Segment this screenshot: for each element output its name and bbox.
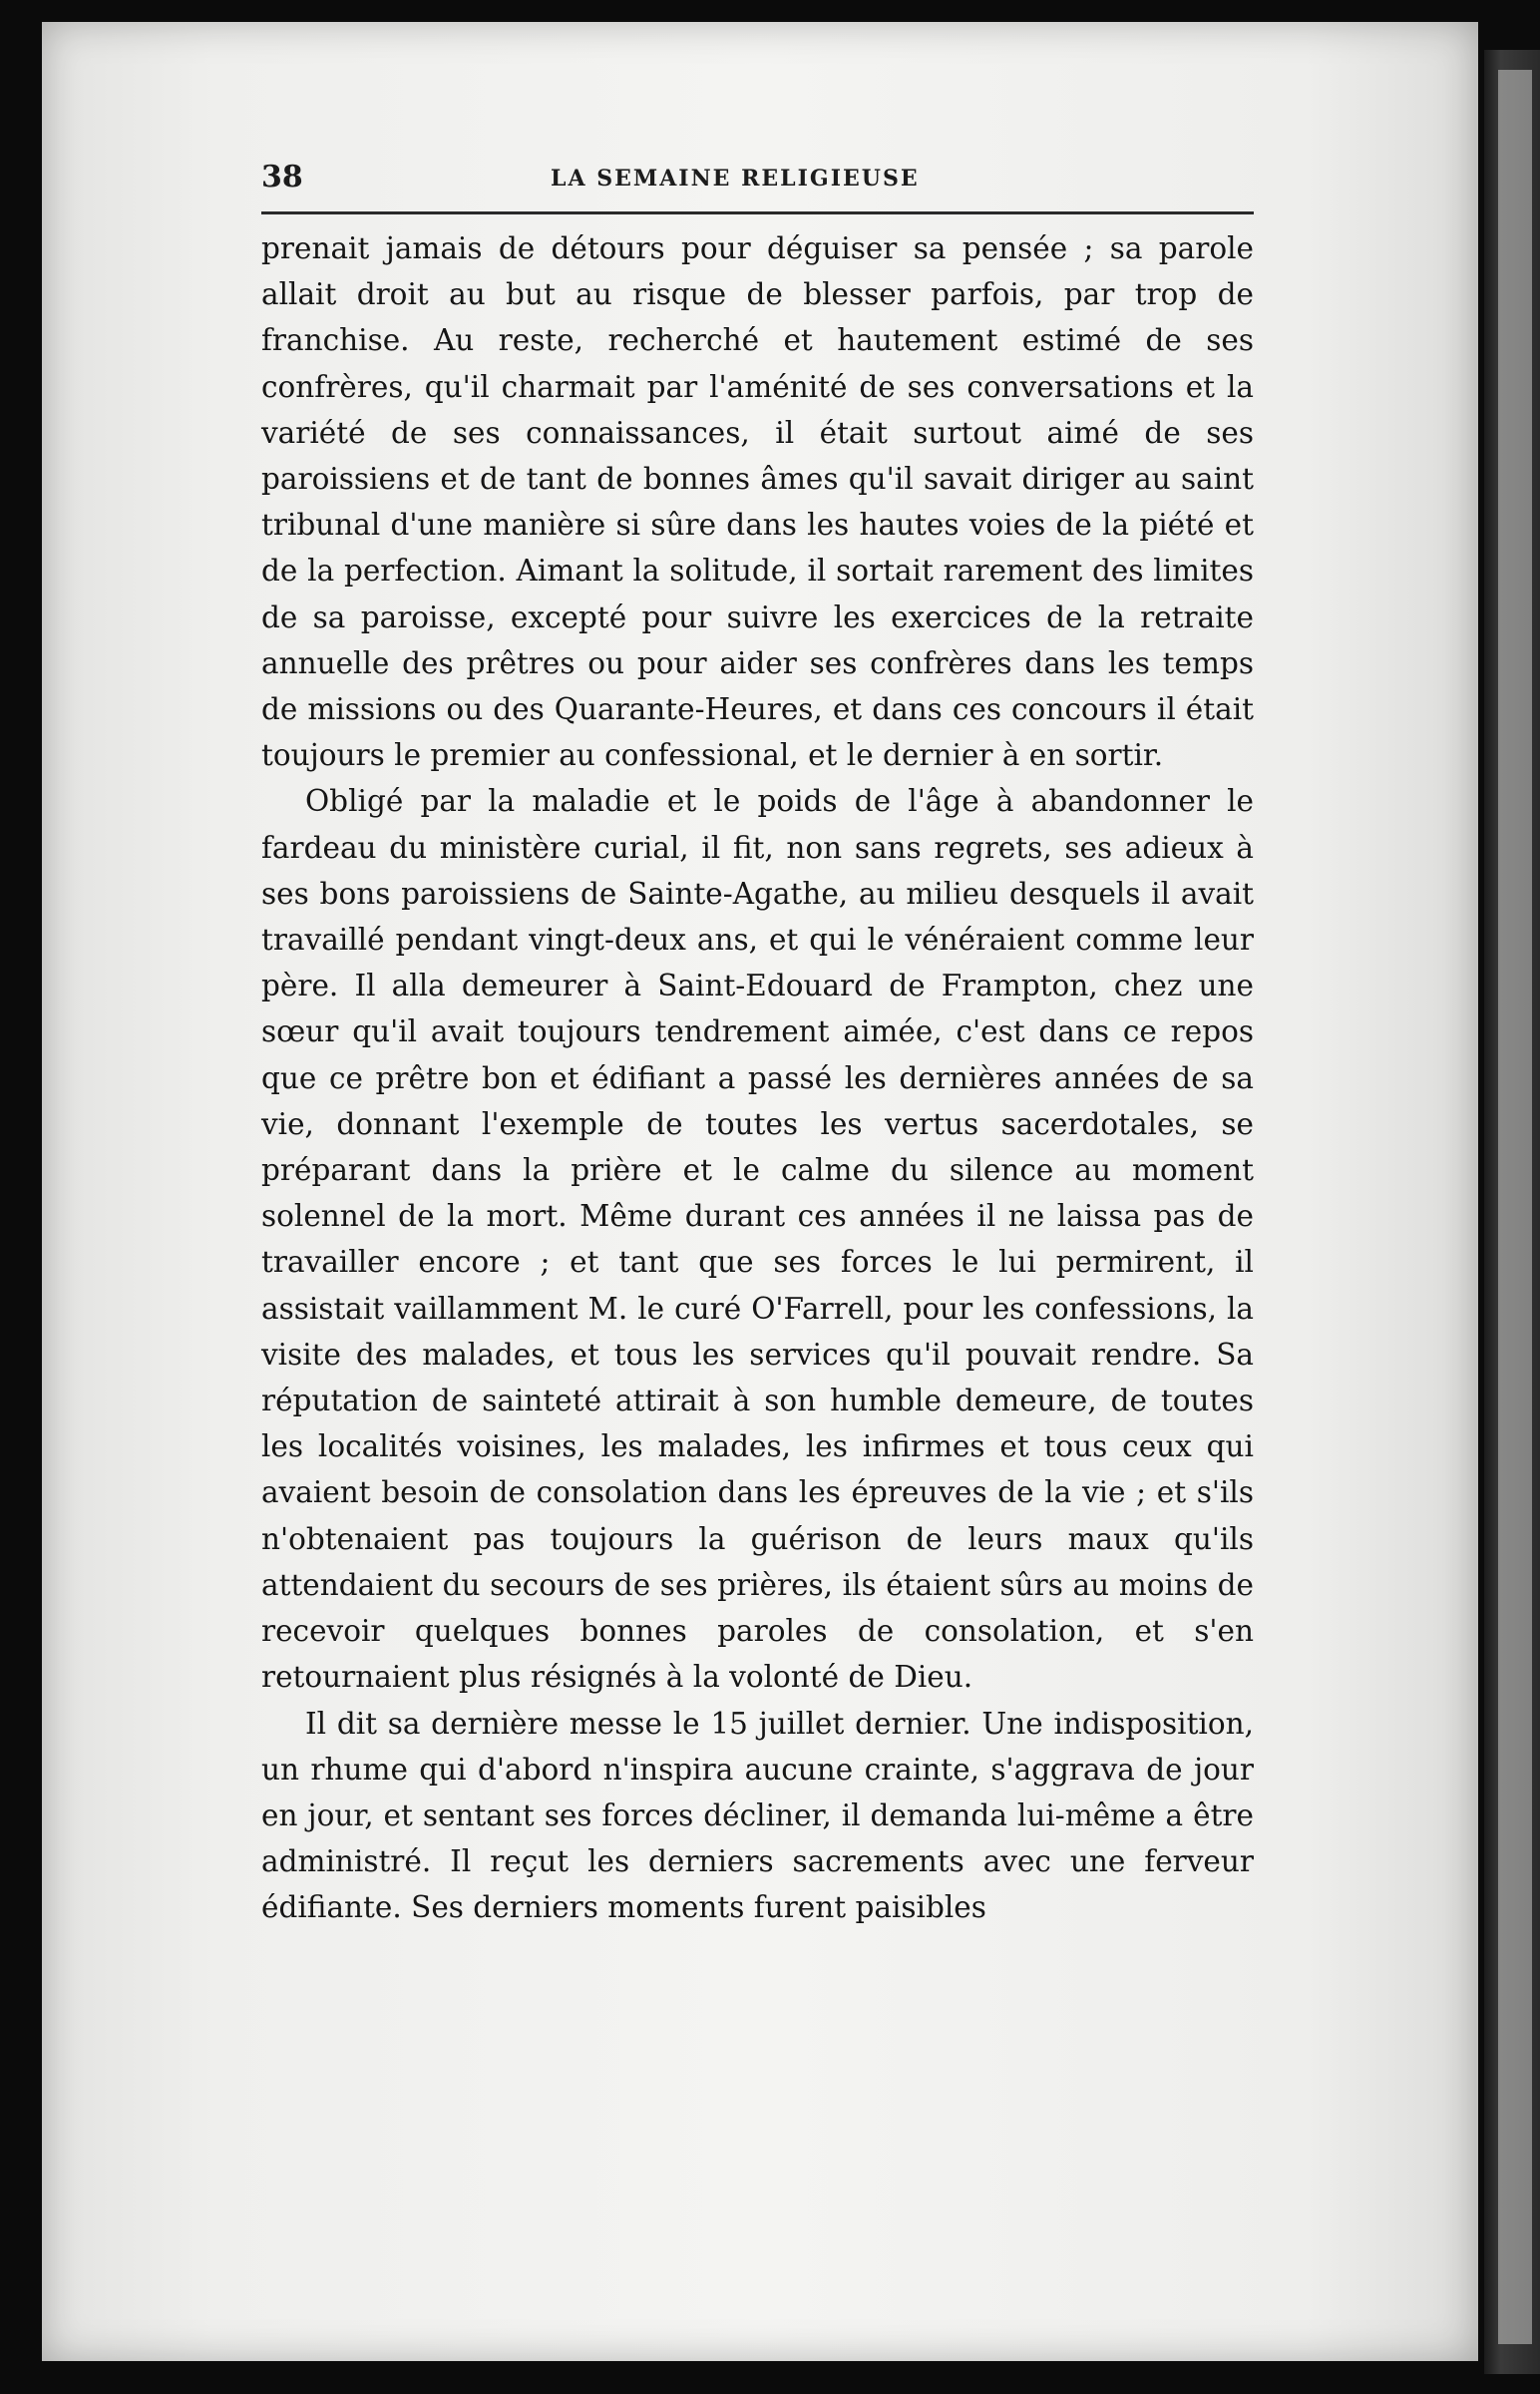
adjacent-page-sliver bbox=[1498, 70, 1532, 2344]
running-head: LA SEMAINE RELIGIEUSE bbox=[551, 166, 920, 192]
paragraph: Obligé par la maladie et le poids de l'âge à abandonner le fardeau du ministère curial, il fit, non sans regrets, ses adieux à ses bons paroissiens de Sainte-Agathe, au milieu desquels il avait travaillé pendant vingt-deux ans, et qui le vénéraient comme leur père. Il alla demeurer à Saint-Edouard de Frampton, chez une sœur qu'il avait toujours tendrement aimée, c'est dans ce repos que ce prêtre bon et édifiant a passé les dernières années de sa vie, donnant l'exemple de toutes les vertus sacerdotales, se préparant dans la prière et le calme du silence au moment solennel de la mort. Même durant ces années il ne laissa pas de travailler encore ; et tant que ses forces le lui permirent, il assistait vaillamment M. le curé O'Farrell, pour les confessions, la visite des malades, et tous les services qu'il pouvait rendre. Sa réputation de sainteté attirait à son humble demeure, de toutes les localités voisines, les malades, les infirmes et tous ceux qui avaient besoin de consolation dans les épreuves de la vie ; et s'ils n'obtenaient pas toujours la guérison de leurs maux qu'ils attendaient du secours de ses prières, ils étaient sûrs au moins de recevoir quelques bonnes paroles de consolation, et s'en retournaient plus résignés à la volonté de Dieu. bbox=[261, 784, 1254, 1695]
page-header bbox=[261, 160, 1254, 211]
paragraph: Il dit sa dernière messe le 15 juillet dernier. Une indisposition, un rhume qui d'abord n'inspira aucune crainte, s'aggrava de jour en jour, et sentant ses forces décliner, il demanda lui-même a être administré. Il reçut les derniers sacrements avec une ferveur édifiante. Ses derniers moments furent paisibles bbox=[261, 1706, 1254, 1925]
page-number: 38 bbox=[261, 160, 303, 195]
body-text bbox=[261, 225, 1254, 1931]
adjacent-page-edge bbox=[1484, 50, 1540, 2374]
header-rule bbox=[261, 211, 1254, 214]
paragraph-continued: prenait jamais de détours pour déguiser sa pensée ; sa parole allait droit au but au risque de blesser parfois, par trop de franchise. Au reste, recherché et hautement estimé de ses confrères, qu'il charmait par l'aménité de ses conversations et la variété de ses connaissances, il était surtout aimé de ses paroissiens et de tant de bonnes âmes qu'il savait diriger au saint tribunal d'une manière si sûre dans les hautes voies de la piété et de la perfection. Aimant la solitude, il sortait rarement des limites de sa paroisse, excepté pour suivre les exercices de la retraite annuelle des prêtres ou pour aider ses confrères dans les temps de missions ou des Quarante-Heures, et dans ces concours il était toujours le premier au confessional, et le dernier à en sortir. bbox=[261, 231, 1254, 773]
